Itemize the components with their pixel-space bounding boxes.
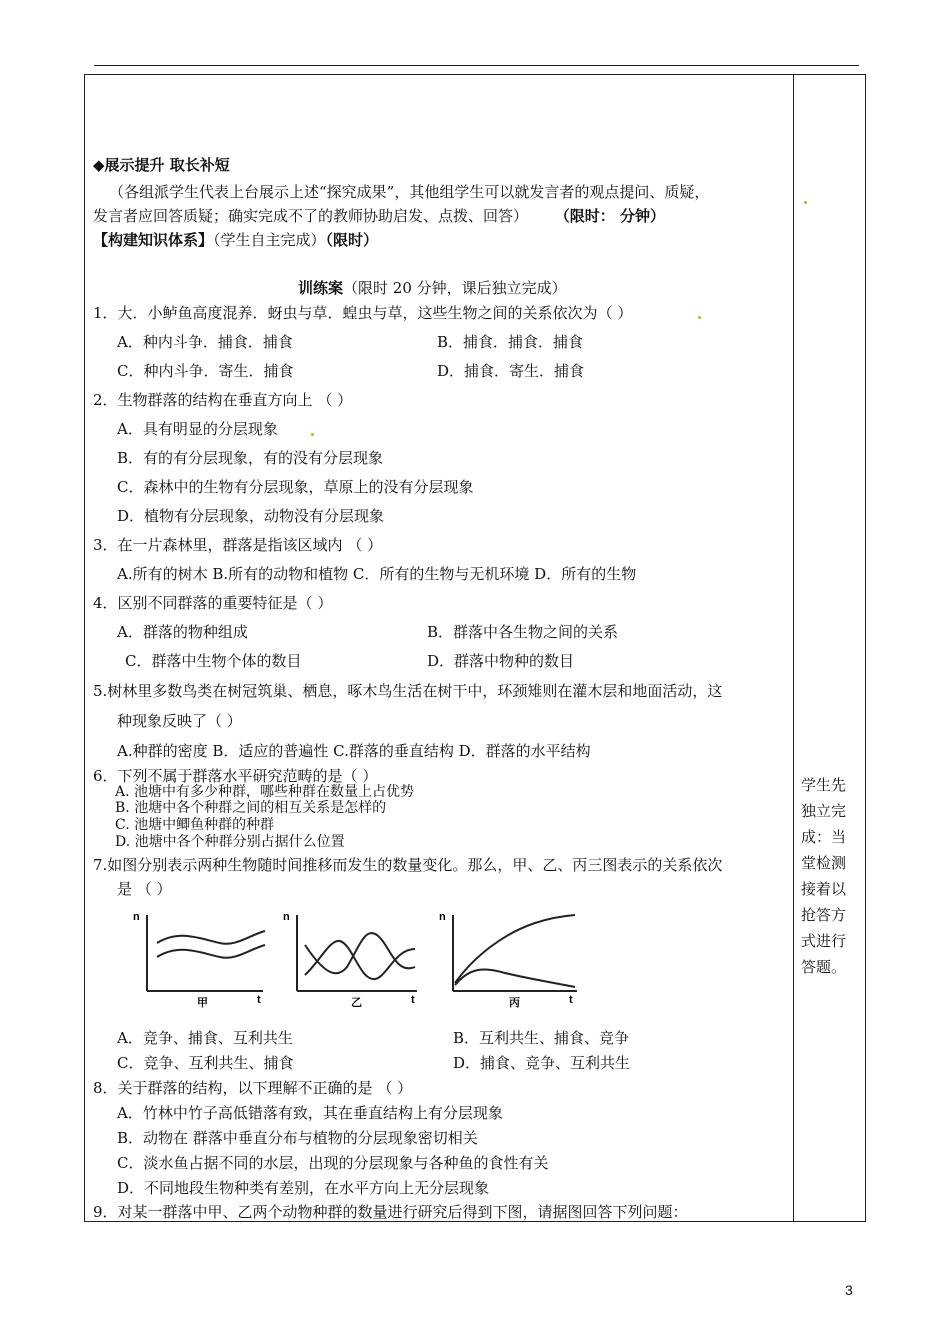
q3-stem: 3．在一片森林里，群落是指该区域内 （ ）	[93, 536, 383, 554]
q8-option-b: B．动物在 群落中垂直分布与植物的分层现象密切相关	[117, 1129, 478, 1147]
q7-figure	[125, 905, 595, 1015]
q2-stem: 2．生物群落的结构在垂直方向上 （ ）	[93, 391, 353, 409]
yi-x-label: t	[411, 994, 415, 1006]
scan-speck	[311, 433, 314, 436]
q7-option-d: D．捕食、竞争、互利共生	[453, 1054, 631, 1072]
q6-option-b: B. 池塘中各个种群之间的相互关系是怎样的	[115, 800, 387, 816]
training-title: 训练案	[298, 279, 344, 297]
bing-y-label: n	[439, 911, 446, 923]
q6-stem: 6．下列不属于群落水平研究范畴的是（ ）	[93, 767, 378, 785]
q5-stem-1: 5.树林里多数鸟类在树冠筑巢、栖息，啄木鸟生活在树干中，环颈雉则在灌木层和地面活动，这	[93, 682, 723, 700]
panel-yi	[283, 911, 417, 1009]
yi-curve-2	[305, 941, 415, 979]
section-display-body-2	[93, 206, 665, 226]
panel-bing	[439, 911, 577, 1009]
yi-panel-label: 乙	[351, 997, 362, 1009]
side-note: 学生先独立完成：当堂检测接着以抢答方式进行答题。	[801, 776, 847, 976]
q2-option-c: C．森林中的生物有分层现象，草原上的没有分层现象	[117, 478, 474, 496]
q8-stem: 8．关于群落的结构，以下理解不正确的是 （ ）	[93, 1079, 413, 1097]
section-display-body-2-text: 发言者应回答质疑；确实完成不了的教师协助启发、点拨、回答）	[93, 207, 529, 225]
section-knowledge	[93, 230, 378, 250]
q4-option-a: A．群落的物种组成	[117, 623, 248, 641]
q1-option-a: A．种内斗争．捕食．捕食	[117, 333, 293, 351]
scan-speck	[698, 316, 701, 319]
section-knowledge-time: （限时）	[325, 231, 379, 249]
q7-stem-1: 7.如图分别表示两种生物随时间推移而发生的数量变化。那么，甲、乙、丙三图表示的关系依次	[93, 856, 723, 874]
q6-option-a: A. 池塘中有多少种群，哪些种群在数量上占优势	[115, 784, 415, 800]
section-display-body-1: （各组派学生代表上台展示上述“探究成果”，其他组学生可以就发言者的观点提问、质疑，	[109, 183, 710, 201]
bing-curve-1	[455, 915, 575, 983]
q7-option-a: A．竞争、捕食、互利共生	[117, 1029, 293, 1047]
bing-curve-2	[455, 969, 575, 987]
q8-option-a: A．竹林中竹子高低错落有致，其在垂直结构上有分层现象	[117, 1104, 503, 1122]
jia-panel-label: 甲	[197, 997, 208, 1009]
section-display-time-limit: （限时： 分钟）	[554, 207, 666, 225]
training-heading	[298, 278, 567, 298]
q8-option-c: C．淡水鱼占据不同的水层，出现的分层现象与各种鱼的食性有关	[117, 1154, 549, 1172]
q1-option-d: D．捕食．寄生．捕食	[437, 362, 585, 380]
panel-jia	[133, 911, 265, 1009]
q2-option-a: A．具有明显的分层现象	[117, 420, 278, 438]
q1-option-c: C．种内斗争．寄生．捕食	[117, 362, 294, 380]
bing-panel-label: 丙	[509, 997, 520, 1009]
page-number: 3	[845, 1282, 853, 1298]
q2-option-b: B．有的有分层现象，有的没有分层现象	[117, 449, 384, 467]
q6-option-c: C. 池塘中鲫鱼种群的种群	[115, 817, 275, 833]
q4-option-d: D．群落中物种的数目	[427, 652, 575, 670]
q1-stem: 1．大．小鲈鱼高度混养．蚜虫与草．蝗虫与草，这些生物之间的关系依次为（ ）	[93, 304, 633, 322]
section-knowledge-title: 【构建知识体系】	[93, 231, 214, 249]
jia-x-label: t	[257, 994, 261, 1006]
bing-x-label: t	[569, 994, 573, 1006]
q5-options: A.种群的密度 B．适应的普遍性 C.群落的垂直结构 D．群落的水平结构	[117, 742, 591, 760]
training-subtitle: （限时 20 分钟，课后独立完成）	[343, 279, 567, 297]
q7-option-c: C．竞争、互利共生、捕食	[117, 1054, 294, 1072]
q4-option-b: B．群落中各生物之间的关系	[427, 623, 619, 641]
section-knowledge-note: （学生自主完成）	[213, 231, 326, 249]
q7-stem-2: 是 （ ）	[117, 880, 172, 898]
q8-option-d: D．不同地段生物种类有差别，在水平方向上无分层现象	[117, 1179, 490, 1197]
yi-y-label: n	[283, 911, 290, 923]
jia-y-label: n	[133, 911, 140, 923]
jia-curve-1	[157, 931, 265, 944]
q6-option-d: D. 池塘中各个种群分别占据什么位置	[115, 834, 345, 850]
q2-option-d: D．植物有分层现象，动物没有分层现象	[117, 507, 385, 525]
q4-stem: 4．区别不同群落的重要特征是（ ）	[93, 594, 333, 612]
q7-option-b: B．互利共生、捕食、竞争	[453, 1029, 630, 1047]
scan-speck	[804, 201, 807, 204]
q9-stem: 9．对某一群落中甲、乙两个动物种群的数量进行研究后得到下图，请据图回答下列问题：	[93, 1203, 688, 1221]
q3-options: A.所有的树木 B.所有的动物和植物 C．所有的生物与无机环境 D．所有的生物	[117, 565, 637, 583]
q4-option-c: C．群落中生物个体的数目	[125, 652, 302, 670]
q5-stem-2: 种现象反映了（ ）	[117, 712, 242, 730]
column-divider	[793, 75, 794, 1221]
header-rule	[94, 65, 859, 66]
jia-curve-2	[157, 945, 265, 958]
q1-option-b: B．捕食．捕食．捕食	[437, 333, 584, 351]
section-display-title: ◆展示提升 取长补短	[93, 156, 230, 174]
